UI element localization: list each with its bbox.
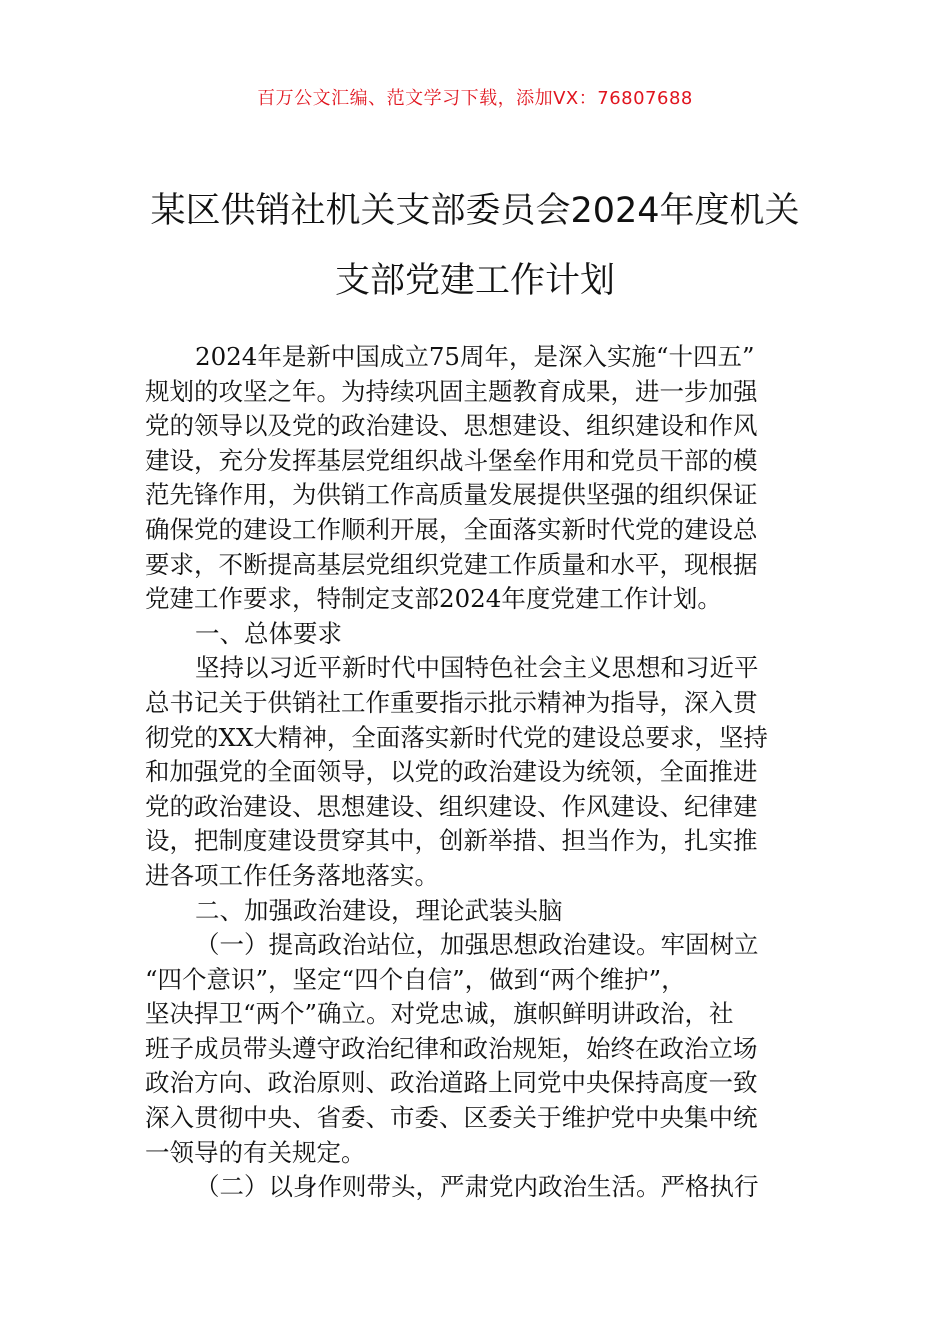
paragraph-line: 确保党的建设工作顺利开展，全面落实新时代党的建设总 bbox=[145, 514, 758, 544]
paragraph-line: 党的领导以及党的政治建设、思想建设、组织建设和作风 bbox=[145, 411, 758, 441]
paragraph-line: （一）提高政治站位，加强思想政治建设。牢固树立 bbox=[195, 930, 759, 960]
paragraph-line: 2024年是新中国成立75周年，是深入实施“十四五” bbox=[195, 342, 755, 371]
paragraph-line: 和加强党的全面领导，以党的政治建设为统领，全面推进 bbox=[145, 757, 758, 787]
paragraph-line: 总书记关于供销社工作重要指示批示精神为指导，深入贯 bbox=[145, 687, 758, 717]
paragraph-line: 党建工作要求，特制定支部2024年度党建工作计划。 bbox=[145, 584, 722, 614]
paragraph-line: 要求，不断提高基层党组织党建工作质量和水平，现根据 bbox=[145, 549, 758, 579]
paragraph-line: 范先锋作用，为供销工作高质量发展提供坚强的组织保证 bbox=[145, 480, 758, 510]
header-banner: 百万公文汇编、范文学习下载，添加VX：76807688 bbox=[257, 88, 693, 109]
paragraph-line: 党的政治建设、思想建设、组织建设、作风建设、纪律建 bbox=[145, 791, 758, 821]
paragraph-line: 彻党的XX大精神，全面落实新时代党的建设总要求，坚持 bbox=[145, 722, 768, 752]
paragraph-line: 设，把制度建设贯穿其中，创新举措、担当作为，扎实推 bbox=[145, 826, 758, 856]
paragraph-line: 坚决捍卫“两个”确立。对党忠诚，旗帜鲜明讲政治，社 bbox=[145, 999, 734, 1029]
section-heading: 二、加强政治建设，理论武装头脑 bbox=[195, 895, 563, 925]
document-title bbox=[120, 176, 830, 316]
paragraph-line: 规划的攻坚之年。为持续巩固主题教育成果，进一步加强 bbox=[145, 376, 758, 406]
title-line-1: 某区供销社机关支部委员会2024年度机关 bbox=[150, 191, 800, 231]
paragraph-line: “四个意识”，坚定“四个自信”，做到“两个维护”， bbox=[145, 964, 686, 994]
paragraph-line: 一领导的有关规定。 bbox=[145, 1137, 366, 1167]
paragraph-line: 班子成员带头遵守政治纪律和政治规矩，始终在政治立场 bbox=[145, 1033, 758, 1063]
paragraph-line: 建设，充分发挥基层党组织战斗堡垒作用和党员干部的模 bbox=[145, 445, 758, 475]
document-body bbox=[145, 340, 810, 1205]
title-line-2: 支部党建工作计划 bbox=[334, 261, 615, 301]
paragraph-line: 政治方向、政治原则、政治道路上同党中央保持高度一致 bbox=[145, 1068, 758, 1098]
paragraph-line: （二）以身作则带头，严肃党内政治生活。严格执行 bbox=[195, 1172, 759, 1202]
paragraph-line: 坚持以习近平新时代中国特色社会主义思想和习近平 bbox=[195, 653, 759, 683]
paragraph-line: 进各项工作任务落地落实。 bbox=[145, 860, 439, 890]
paragraph-line: 深入贯彻中央、省委、市委、区委关于维护党中央集中统 bbox=[145, 1103, 758, 1133]
section-heading: 一、总体要求 bbox=[195, 618, 342, 648]
